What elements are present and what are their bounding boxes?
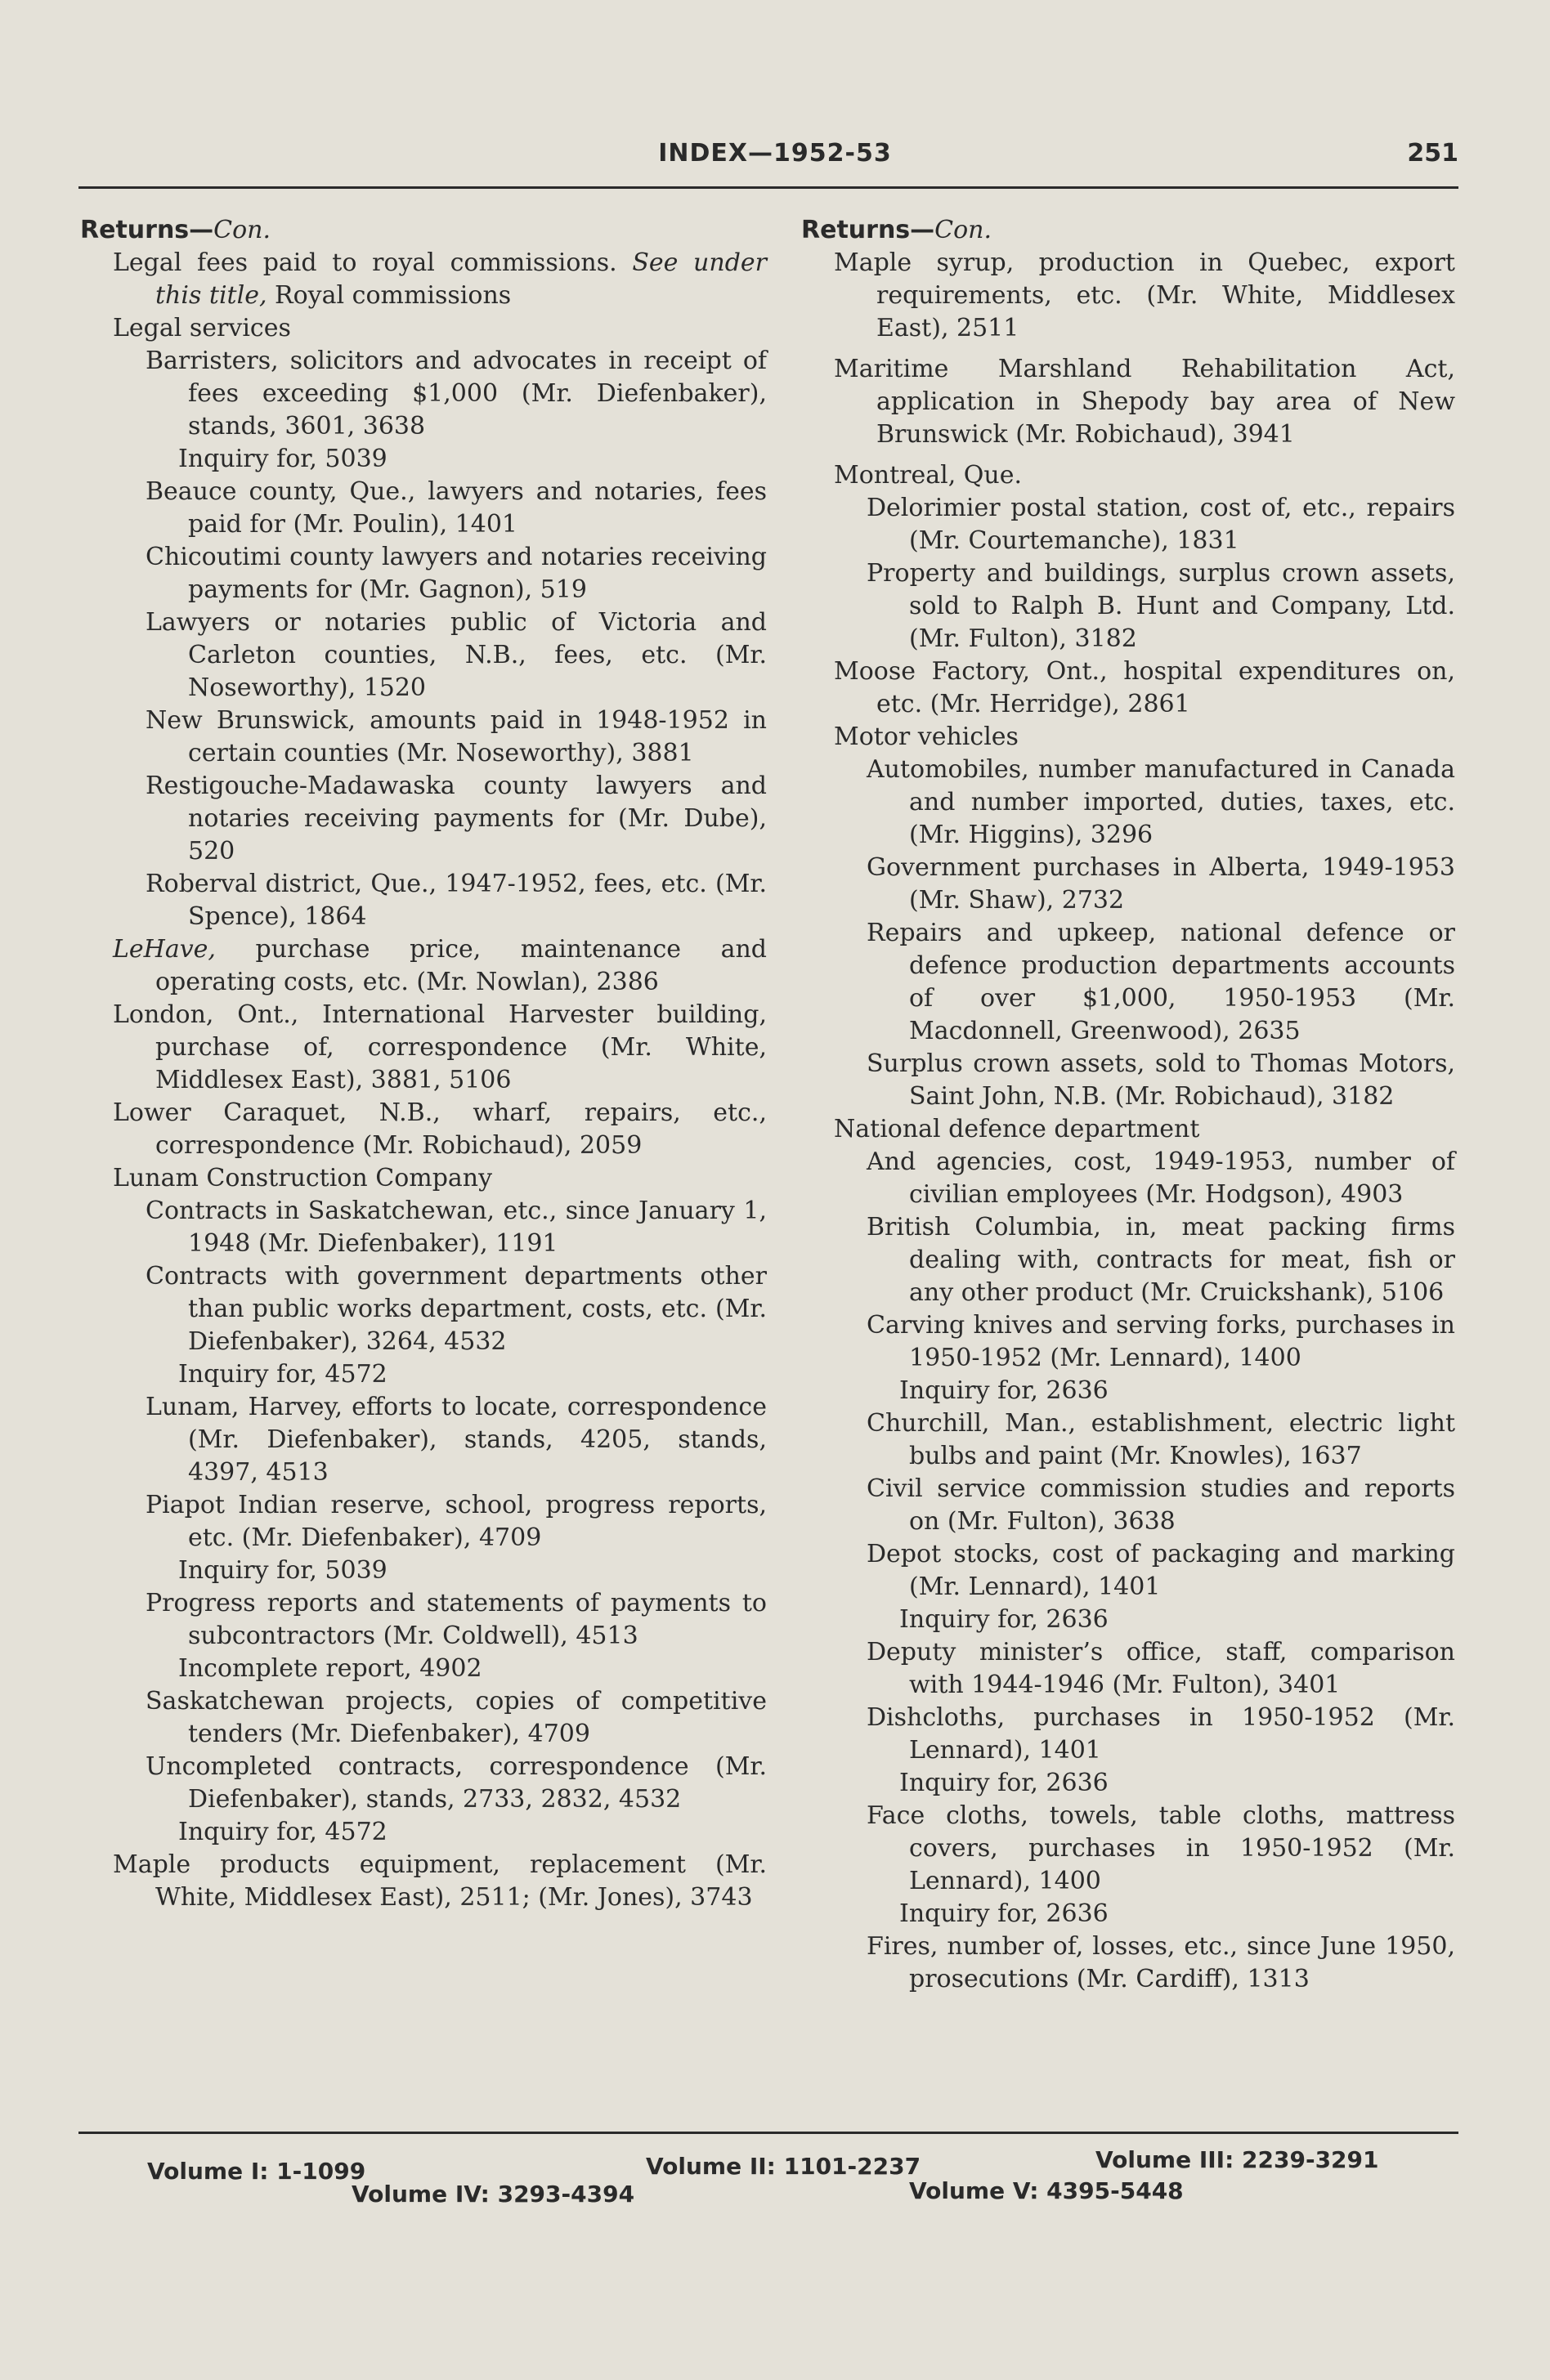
index-entry: Saskatchewan projects, copies of competitive tenders (Mr. Diefenbaker), 4709 [146, 1687, 767, 1748]
footer-volume-1: Volume I: 1-1099 [147, 2158, 366, 2185]
index-entry: Face cloths, towels, table cloths, mattress covers, purchases in 1950-1952 (Mr. Lennard), 1400 [867, 1801, 1455, 1895]
index-entry: Maple syrup, production in Quebec, export requirements, etc. (Mr. White, Middlesex East), 2511 [834, 248, 1455, 342]
left-column [80, 214, 767, 1914]
index-entry: Lunam Construction Company [113, 1164, 493, 1192]
footer-rule [78, 2132, 1458, 2134]
index-entry: LeHave, purchase price, maintenance and operating costs, etc. (Mr. Nowlan), 2386 [113, 935, 767, 996]
page-number: 251 [1407, 139, 1458, 168]
index-entry: Churchill, Man., establishment, electric light bulbs and paint (Mr. Knowles), 1637 [867, 1409, 1455, 1470]
index-entry: Incomplete report, 4902 [178, 1654, 482, 1683]
index-entry: London, Ont., International Harvester building, purchase of, correspondence (Mr. White, Middlesex East), 3881, 5106 [113, 1000, 767, 1094]
footer-volume-2: Volume II: 1101-2237 [646, 2153, 921, 2180]
footer-volume-3: Volume III: 2239-3291 [1095, 2146, 1379, 2173]
index-entry: Carving knives and serving forks, purchases in 1950-1952 (Mr. Lennard), 1400 [867, 1311, 1455, 1372]
index-entry: Lunam, Harvey, efforts to locate, correspondence (Mr. Diefenbaker), stands, 4205, stands, 4397, 4513 [146, 1393, 767, 1487]
index-entry: British Columbia, in, meat packing firms dealing with, contracts for meat, fish or any other product (Mr. Cruickshank), 5106 [867, 1213, 1455, 1307]
index-entry: Property and buildings, surplus crown assets, sold to Ralph B. Hunt and Company, Ltd. (Mr. Fulton), 3182 [867, 559, 1455, 653]
index-entry: Inquiry for, 5039 [178, 1556, 388, 1585]
index-entry: Government purchases in Alberta, 1949-1953 (Mr. Shaw), 2732 [867, 853, 1455, 915]
index-entry: Contracts in Saskatchewan, etc., since January 1, 1948 (Mr. Diefenbaker), 1191 [146, 1197, 767, 1258]
index-entry: Beauce county, Que., lawyers and notaries, fees paid for (Mr. Poulin), 1401 [146, 477, 767, 539]
index-entry: Inquiry for, 4572 [178, 1360, 388, 1389]
index-entry: Inquiry for, 2636 [899, 1376, 1109, 1405]
index-entry: Lower Caraquet, N.B., wharf, repairs, etc., correspondence (Mr. Robichaud), 2059 [113, 1098, 767, 1160]
index-entry: Surplus crown assets, sold to Thomas Motors, Saint John, N.B. (Mr. Robichaud), 3182 [867, 1049, 1455, 1111]
index-entry: Chicoutimi county lawyers and notaries receiving payments for (Mr. Gagnon), 519 [146, 543, 767, 604]
index-entry: New Brunswick, amounts paid in 1948-1952 in certain counties (Mr. Noseworthy), 3881 [146, 706, 767, 767]
right-column [801, 214, 1455, 1996]
footer-volume-5: Volume V: 4395-5448 [909, 2177, 1184, 2204]
index-entry: Inquiry for, 2636 [899, 1899, 1109, 1928]
index-entry: Delorimier postal station, cost of, etc., repairs (Mr. Courtemanche), 1831 [867, 494, 1455, 555]
index-entry: And agencies, cost, 1949-1953, number of civilian employees (Mr. Hodgson), 4903 [867, 1148, 1455, 1209]
index-entry: Moose Factory, Ont., hospital expenditures on, etc. (Mr. Herridge), 2861 [834, 657, 1455, 718]
index-entry: Legal services [113, 314, 291, 342]
index-entry: Restigouche-Madawaska county lawyers and notaries receiving payments for (Mr. Dube), 520 [146, 772, 767, 866]
index-entry: Dishcloths, purchases in 1950-1952 (Mr. Lennard), 1401 [867, 1703, 1455, 1765]
index-entry: Roberval district, Que., 1947-1952, fees, etc. (Mr. Spence), 1864 [146, 870, 767, 931]
section-heading-continued: Con. [934, 216, 992, 244]
index-entry: Motor vehicles [834, 722, 1019, 751]
index-entry: National defence department [834, 1115, 1200, 1143]
index-entry: Inquiry for, 2636 [899, 1769, 1109, 1797]
header-rule [78, 186, 1458, 189]
footer-volume-4: Volume IV: 3293-4394 [352, 2181, 635, 2208]
running-title: INDEX—1952-53 [658, 139, 892, 168]
section-heading: Returns—Con. [801, 216, 992, 244]
index-entry: Deputy minister’s office, staff, comparison with 1944-1946 (Mr. Fulton), 3401 [867, 1638, 1455, 1699]
section-heading: Returns—Con. [80, 216, 271, 244]
index-entry: Inquiry for, 5039 [178, 445, 388, 473]
index-entry: Depot stocks, cost of packaging and marking (Mr. Lennard), 1401 [867, 1540, 1455, 1601]
index-entry: Piapot Indian reserve, school, progress reports, etc. (Mr. Diefenbaker), 4709 [146, 1491, 767, 1552]
index-entry: Fires, number of, losses, etc., since June 1950, prosecutions (Mr. Cardiff), 1313 [867, 1932, 1455, 1993]
index-entry: Uncompleted contracts, correspondence (Mr. Diefenbaker), stands, 2733, 2832, 4532 [146, 1752, 767, 1814]
index-entry: Automobiles, number manufactured in Canada and number imported, duties, taxes, etc. (Mr. Higgins), 3296 [867, 755, 1455, 849]
index-entry: Legal fees paid to royal commissions. See under this title, Royal commissions [113, 248, 767, 310]
index-entry: Repairs and upkeep, national defence or defence production departments accounts of over $1,000, 1950-1953 (Mr. Macdonnell, Greenwood), 2635 [867, 919, 1455, 1045]
index-entry: Inquiry for, 2636 [899, 1605, 1109, 1634]
index-entry: Lawyers or notaries public of Victoria and Carleton counties, N.B., fees, etc. (Mr. Noseworthy), 1520 [146, 608, 767, 702]
index-entry: Civil service commission studies and reports on (Mr. Fulton), 3638 [867, 1474, 1455, 1536]
index-entry: Inquiry for, 4572 [178, 1818, 388, 1846]
index-entry: Barristers, solicitors and advocates in receipt of fees exceeding $1,000 (Mr. Diefenbaker), stands, 3601, 3638 [146, 347, 767, 441]
index-entry: Montreal, Que. [834, 461, 1023, 490]
section-heading-continued: Con. [213, 216, 271, 244]
index-entry: Progress reports and statements of payments to subcontractors (Mr. Coldwell), 4513 [146, 1589, 767, 1650]
index-entry: Contracts with government departments other than public works department, costs, etc. (Mr. Diefenbaker), 3264, 4532 [146, 1262, 767, 1356]
index-entry: Maritime Marshland Rehabilitation Act, application in Shepody bay area of New Brunswick (Mr. Robichaud), 3941 [834, 355, 1455, 449]
index-entry: Maple products equipment, replacement (Mr. White, Middlesex East), 2511; (Mr. Jones), 3743 [113, 1850, 767, 1912]
